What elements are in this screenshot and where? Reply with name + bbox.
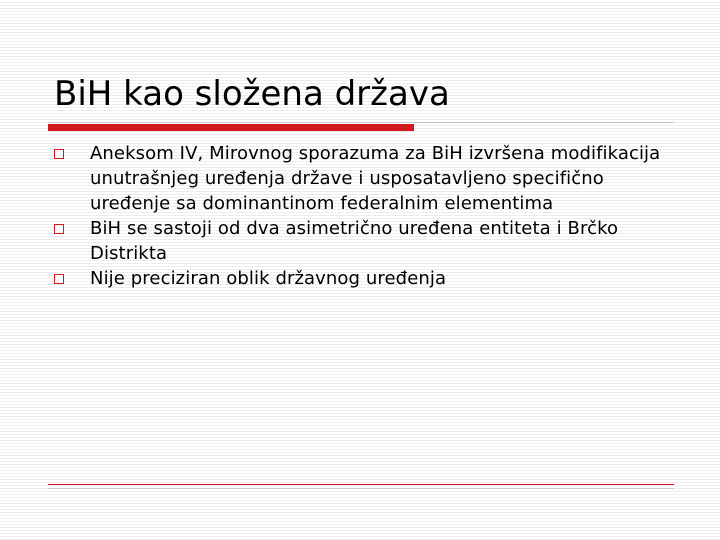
bullet-item xyxy=(54,266,674,291)
bullet-item xyxy=(54,216,674,266)
bullet-text: Nije preciziran oblik državnog uređenja xyxy=(90,268,447,289)
title-divider-accent xyxy=(48,124,414,131)
bullet-item xyxy=(54,141,674,216)
bullet-text: Aneksom IV, Mirovnog sporazuma za BiH izvršena modifikacija unutrašnjeg uređenja države i usposatavljeno specifično uređenje sa dominantinom federalnim elementima xyxy=(90,143,661,214)
bullet-text: BiH se sastoji od dva asimetrično uređena entiteta i Brčko Distrikta xyxy=(90,218,619,264)
bullet-list xyxy=(54,141,674,291)
hollow-square-bullet-icon xyxy=(54,149,64,159)
hollow-square-bullet-icon xyxy=(54,224,64,234)
title-divider-thin xyxy=(48,122,674,123)
hollow-square-bullet-icon xyxy=(54,274,64,284)
slide-title: BiH kao složena država xyxy=(54,74,450,114)
footer-divider-thin xyxy=(48,488,674,489)
footer-divider-accent xyxy=(48,484,674,485)
